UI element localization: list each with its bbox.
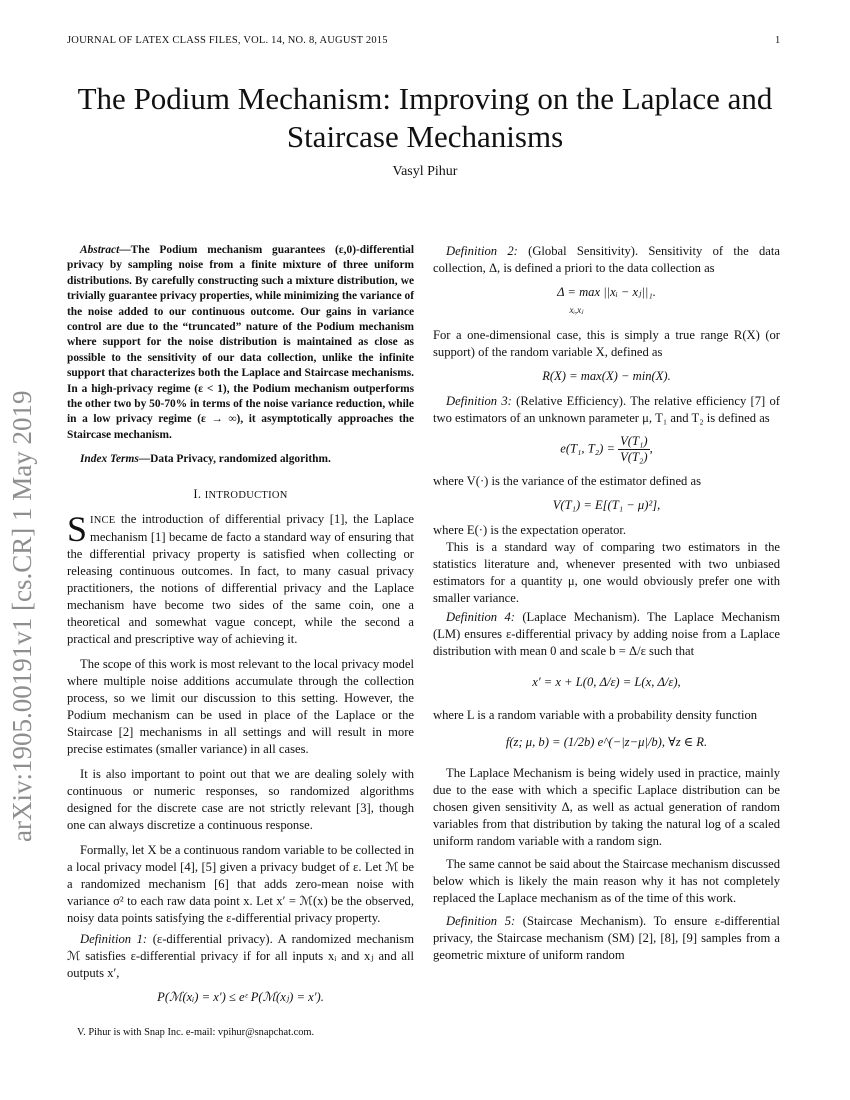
- arxiv-stamp: arXiv:1905.00191v1 [cs.CR] 1 May 2019: [7, 390, 37, 842]
- definition-4-label: Definition 4:: [446, 610, 515, 624]
- page-number: 1: [775, 35, 781, 46]
- where-v-paragraph: where V(·) is the variance of the estimator defined as: [433, 474, 701, 488]
- definition-5: [433, 913, 780, 964]
- intro-first-word: INCE: [90, 514, 116, 526]
- laplace-usage-paragraph: The Laplace Mechanism is being widely used in practice, mainly due to the ease with which a specific Laplace distribution can be chosen given sensitivity Δ, as well as actual generation of random variables from that distribution by taking the natural log of a scaled uniform random variable with a random sign.: [433, 766, 780, 848]
- index-terms: [67, 452, 414, 467]
- staircase-intro-paragraph: The same cannot be said about the Staircase mechanism discussed below which is likely the main reason why it has not completely replaced the Laplace mechanism as of the time of this work.: [433, 857, 780, 905]
- equation-range: R(X) = max(X) − min(X).: [542, 369, 671, 383]
- drop-cap: S: [67, 508, 88, 549]
- abstract-label: Abstract: [80, 244, 120, 256]
- footnote: V. Pihur is with Snap Inc. e-mail: vpihur@snapchat.com.: [77, 1027, 315, 1038]
- intro-text: the introduction of differential privacy [1], the Laplace mechanism [1] became de facto a standard way of ensuring that the differential privacy property is satisfied when collecting or releasing continuous outcomes. In fact, to many casual privacy practitioners, the notions of differential privacy and the Laplace mechanism have become two sides of the same coin, one a theoretical and somewhat vague concept, while the second a practical and prescriptive way of achieving it.: [67, 511, 414, 646]
- eq4-numerator: V(T₁): [620, 434, 648, 448]
- equation-sensitivity-body: Δ = max ||xᵢ − xⱼ||₁.: [557, 285, 656, 299]
- section-title: INTRODUCTION: [204, 489, 288, 501]
- where-e-paragraph: where E(·) is the expectation operator.: [433, 523, 627, 537]
- eq4-denominator: V(T₂): [620, 450, 648, 464]
- definition-5-text: (Staircase Mechanism). To ensure ε-differential privacy, the Staircase mechanism (SM) [2], [8], [9] samples from a geometric mixture of uniform random: [433, 914, 780, 962]
- definition-2-label: Definition 2:: [446, 244, 518, 258]
- section-number: I.: [193, 486, 202, 501]
- definition-1-label: Definition 1:: [80, 931, 148, 946]
- definition-4-text: (Laplace Mechanism). The Laplace Mechanism (LM) ensures ε-differential privacy by adding noise from a Laplace distribution with mean 0 and scale b = Δ/ε such that: [433, 610, 780, 658]
- definition-3-text: (Relative Efficiency). The relative efficiency [7] of two estimators of an unknown parameter μ, T₁ and T₂ is defined as: [433, 394, 780, 425]
- equation-laplace-density: f(z; μ, b) = (1/2b) e^(−|z−μ|/b), ∀z ∈ R.: [505, 735, 708, 749]
- index-terms-label: Index Terms: [80, 453, 139, 466]
- definition-1: [67, 931, 414, 982]
- right-column: [433, 243, 780, 964]
- standard-paragraph: This is a standard way of comparing two estimators in the statistics literature and, whenever presented with two unbiased estimators for a quantity μ, one would obviously prefer one with smaller variance.: [433, 540, 780, 605]
- index-terms-text: —Data Privacy, randomized algorithm.: [138, 453, 331, 466]
- definition-1-text: (ε-differential privacy). A randomized mechanism ℳ satisfies ε-differential privacy if for all inputs xᵢ and xⱼ and all outputs x′,: [67, 931, 414, 980]
- abstract-text: —The Podium mechanism guarantees (ε,0)-differential privacy by sampling noise from a finite mixture of three uniform distributions. By carefully constructing such a mixture distribution, we trivially guarantee privacy properties, while minimizing the variance of the noise added to our continuous outcome. Our gains in variance control are due to the “truncated” nature of the Podium mechanism where support for the noise distribution is maintained as close as possible to the sensitivity of our data collection, unlike the infinite support that characterizes both the Laplace and Staircase mechanisms. In a high-privacy regime (ε < 1), the Podium mechanism outperforms the other two by 50-70% in terms of the noise variance reduction, while in a low privacy regime (ε → ∞), it asymptotically approaches the Staircase mechanism.: [67, 244, 414, 441]
- equation-variance: V(T₁) = E[(T₁ − μ)²],: [552, 498, 661, 512]
- abstract: [67, 243, 414, 443]
- intro-paragraph: [67, 508, 414, 648]
- journal-header: JOURNAL OF LATEX CLASS FILES, VOL. 14, NO. 8, AUGUST 2015: [67, 35, 388, 46]
- equation-relative-efficiency: e(T₁, T₂) = $\frac{\text{V(T₁)}}{\text{V(T₂)}}$ ,: [560, 434, 653, 464]
- definition-5-label: Definition 5:: [446, 914, 516, 928]
- where-l-paragraph: where L is a random variable with a probability density function: [433, 708, 758, 722]
- continuous-paragraph: It is also important to point out that we are dealing solely with continuous or numeric responses, so randomized algorithms designed for the discrete case are not strictly relevant [3], though one can always discretize a continuous response.: [67, 766, 414, 832]
- equation-sensitivity: [433, 284, 780, 319]
- definition-4: [433, 609, 780, 660]
- equation-laplace-noise: x′ = x + L(0, Δ/ε) = L(x, Δ/ε),: [532, 675, 681, 689]
- equation-sensitivity-subscript: xᵢ,xⱼ: [569, 305, 584, 315]
- equation-dp: P(ℳ(xᵢ) = x′) ≤ eᵋ P(ℳ(xⱼ) = x′).: [157, 989, 324, 1004]
- eq4-fraction: [618, 434, 649, 465]
- range-paragraph: For a one-dimensional case, this is simply a true range R(X) (or support) of the random variable X, defined as: [433, 328, 780, 359]
- section-heading-introduction: [67, 486, 414, 504]
- definition-3-label: Definition 3:: [446, 394, 512, 408]
- definition-2-text: (Global Sensitivity). Sensitivity of the data collection, Δ, is defined a priori to the data collection as: [433, 244, 780, 275]
- author-name: Vasyl Pihur: [392, 164, 458, 179]
- left-column: [67, 243, 414, 1014]
- paper-title: The Podium Mechanism: Improving on the Laplace and Staircase Mechanisms: [77, 81, 773, 154]
- definition-2: [433, 243, 780, 277]
- eq4-lhs: e(T₁, T₂) =: [560, 441, 615, 456]
- formally-paragraph: Formally, let X be a continuous random variable to be collected in a local privacy model [4], [5] given a privacy budget of ε. Let ℳ be a randomized mechanism [6] that adds zero-mean noise with variance σ² to each raw data point x. Let x′ = ℳ(x) be the observed, noisy data points satisfying the ε-differential privacy property.: [67, 842, 414, 925]
- scope-paragraph: The scope of this work is most relevant to the local privacy model where multiple noise additions accumulate through the collection process, so we limit our discussion to this setting. However, the Podium mechanism can be used in place of the Laplace or the Staircase [2] mechanisms in all settings and will result in more precise estimates (smaller variance) in all cases.: [67, 656, 414, 756]
- definition-3: [433, 393, 780, 427]
